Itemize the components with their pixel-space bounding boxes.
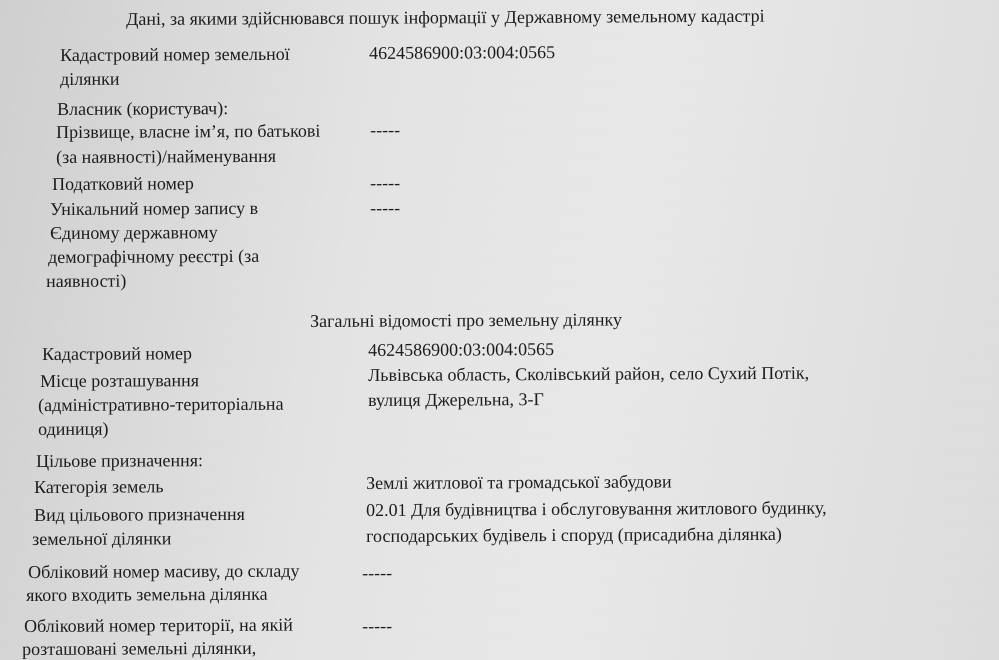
name-value: ----- bbox=[370, 119, 401, 140]
location-label-cont2: одиниця) bbox=[38, 418, 109, 439]
name-label: Прізвище, власне ім’я, по батькові bbox=[56, 120, 321, 142]
s1-cadastral-value: 4624586900:03:004:0565 bbox=[369, 42, 556, 63]
location-label: Місце розташування bbox=[40, 370, 200, 391]
location-label-cont1: (адміністративно-територіальна bbox=[38, 393, 284, 415]
territory-label: Обліковий номер території, на якій bbox=[24, 614, 293, 636]
tax-value: ----- bbox=[370, 172, 401, 193]
tax-label: Податковий номер bbox=[52, 173, 194, 194]
type-label: Вид цільового призначення bbox=[34, 503, 245, 525]
type-value-cont: господарських будівель і споруд (присадибна ділянка) bbox=[366, 523, 782, 546]
s2-cadastral-label: Кадастровий номер bbox=[42, 343, 193, 364]
type-value: 02.01 Для будівництва і обслуговування житлового будинку, bbox=[366, 497, 827, 520]
unique-value: ----- bbox=[370, 197, 401, 218]
s1-cadastral-label-cont: ділянки bbox=[60, 68, 120, 89]
location-value: Львівська область, Сколівський район, село Сухий Потік, bbox=[368, 362, 810, 385]
category-label: Категорія земель bbox=[34, 476, 164, 497]
purpose-label: Цільове призначення: bbox=[36, 450, 204, 471]
unique-label-cont1: Єдиному державному bbox=[50, 222, 218, 243]
massif-label-cont: якого входить земельна ділянка bbox=[26, 583, 268, 605]
type-label-cont: земельної ділянки bbox=[32, 528, 172, 549]
territory-label-cont: розташовані земельні ділянки, bbox=[22, 637, 257, 659]
section1-title: Дані, за якими здійснювався пошук інформації у Державному земельному кадастрі bbox=[126, 5, 765, 29]
s2-cadastral-value: 4624586900:03:004:0565 bbox=[368, 339, 555, 360]
location-value-cont: вулиця Джерельна, 3-Г bbox=[368, 389, 544, 410]
unique-label: Унікальний номер запису в bbox=[50, 197, 259, 219]
massif-value: ----- bbox=[362, 562, 393, 583]
category-value: Землі житлової та громадської забудови bbox=[366, 471, 672, 493]
territory-value: ----- bbox=[362, 615, 393, 636]
unique-label-cont3: наявності) bbox=[46, 270, 127, 291]
unique-label-cont2: демографічному реєстрі (за bbox=[48, 245, 260, 267]
section2-title: Загальні відомості про земельну ділянку bbox=[310, 309, 622, 331]
name-label-cont: (за наявності)/найменування bbox=[56, 145, 277, 167]
massif-label: Обліковий номер масиву, до складу bbox=[28, 560, 300, 582]
owner-label: Власник (користувач): bbox=[57, 98, 229, 119]
s1-cadastral-label: Кадастровий номер земельної bbox=[60, 43, 290, 65]
